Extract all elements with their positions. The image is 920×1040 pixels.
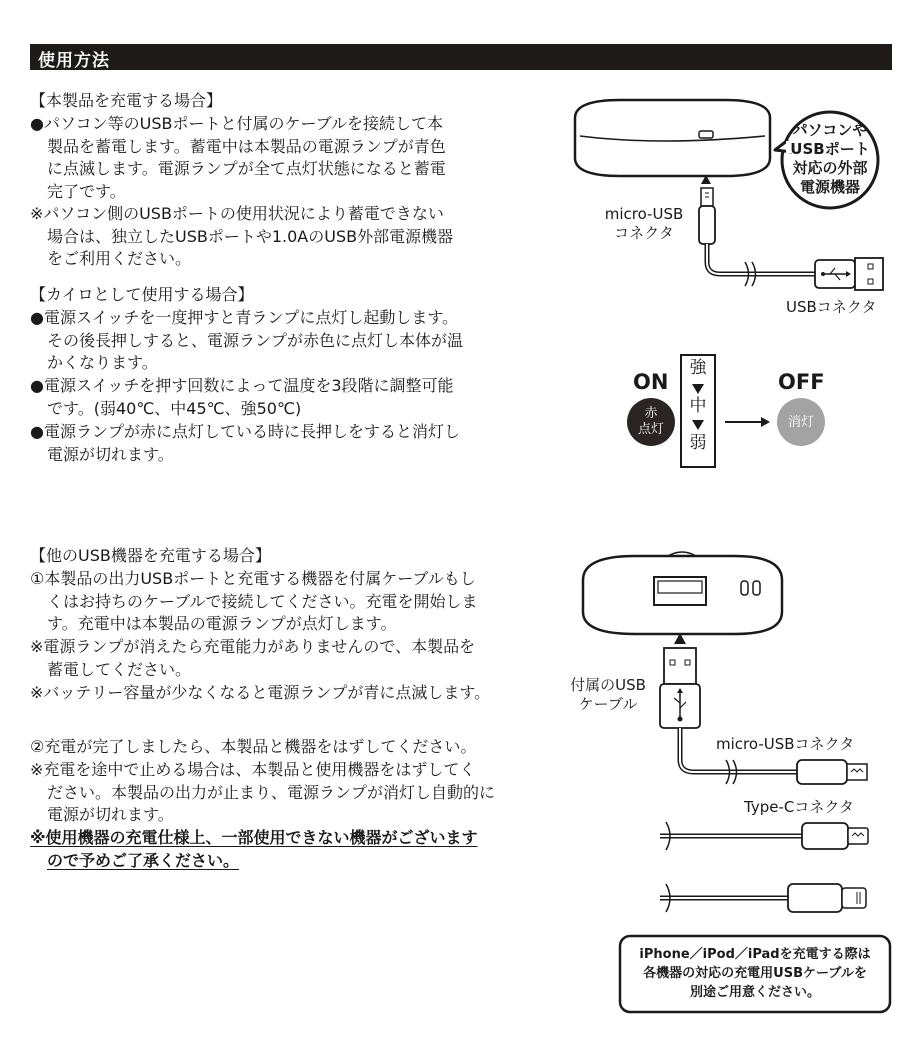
micro-usb-connector (797, 760, 867, 784)
paragraph-warmer-1: ●電源スイッチを一度押すと青ランプに点灯し起動します。 その後長押しすると、電源ランプが赤色に点灯し本体が温 かくなります。 (30, 308, 464, 372)
usb-a-plug-vertical (660, 648, 700, 728)
level-strong: 強 (689, 358, 707, 378)
iphone-note-text: iPhone／iPod／iPadを充電する際は 各機器の対応の充電用USBケーブルを 別途ご用意ください。 (639, 947, 871, 1000)
type-c-label: Type-Cコネクタ (744, 798, 855, 816)
type-c-connector (802, 823, 868, 849)
section-title: 使用方法 (38, 51, 110, 71)
paragraph-other-4: ②充電が完了しましたら、本製品と機器をはずしてください。 (30, 737, 477, 756)
usb-connector-label: USBコネクタ (786, 298, 877, 316)
paragraph-other-2: ※電源ランプが消えたら充電能力がありませんので、本製品を 蓄電してください。 (30, 637, 476, 679)
lightning-connector (788, 884, 866, 912)
heading-use-as-warmer: 【カイロとして使用する場合】 (30, 285, 254, 304)
level-medium: 中 (689, 396, 707, 416)
product-device-top (575, 100, 770, 176)
cable-label: 付属のUSB ケーブル (570, 676, 646, 713)
paragraph-other-1: ①本製品の出力USBポートと充電する機器を付属ケーブルもし くはお持ちのケーブルで接続してください。充電を開始しま す。充電中は本製品の電源ランプが点灯します。 (30, 569, 478, 633)
paragraph-charge-product-1: ●パソコン等のUSBポートと付属のケーブルを接続して本 製品を蓄電します。蓄電中は本製品の電源ランプが青色 に点滅します。電源ランプが全て点灯状態になると蓄電 完了です。 (30, 114, 446, 201)
usb-a-plug (815, 258, 883, 290)
red-lit-text: 赤 点灯 (637, 406, 664, 437)
paragraph-other-warning: ※使用機器の充電仕様上、一部使用できない機器がございます ので予めご了承ください。 (30, 828, 478, 870)
pc-bubble-text: パソコンや USBポート 対応の外部 電源機器 (790, 121, 870, 196)
micro-usb-plug (699, 188, 715, 244)
paragraph-warmer-3: ●電源ランプが赤に点灯している時に長押しをすると消灯し 電源が切れます。 (30, 422, 460, 464)
paragraph-other-3: ※バッテリー容量が少なくなると電源ランプが青に点滅します。 (30, 683, 491, 702)
micro-usb-connector-label: micro-USBコネクタ (716, 735, 855, 753)
paragraph-charge-product-note: ※パソコン側のUSBポートの使用状況により蓄電できない 場合は、独立したUSBポートや1.0AのUSB外部電源機器 をご利用ください。 (30, 204, 454, 268)
paragraph-warmer-2: ●電源スイッチを押す回数によって温度を3段階に調整可能 です。(弱40℃、中45℃、強50℃) (30, 376, 454, 418)
paragraph-other-5: ※充電を途中で止める場合は、本製品と使用機器をはずしてく ださい。本製品の出力が止まり、電源ランプが消灯し自動的に 電源が切れます。 (30, 760, 496, 824)
off-badge-text: 消灯 (787, 415, 814, 430)
product-device-front (583, 552, 782, 634)
off-label: OFF (778, 370, 825, 394)
heading-charge-product: 【本製品を充電する場合】 (30, 91, 223, 110)
heading-charge-other: 【他のUSB機器を充電する場合】 (30, 546, 271, 565)
on-label: ON (633, 370, 669, 394)
level-weak: 弱 (689, 433, 707, 453)
micro-usb-label: micro-USB コネクタ (604, 205, 684, 242)
